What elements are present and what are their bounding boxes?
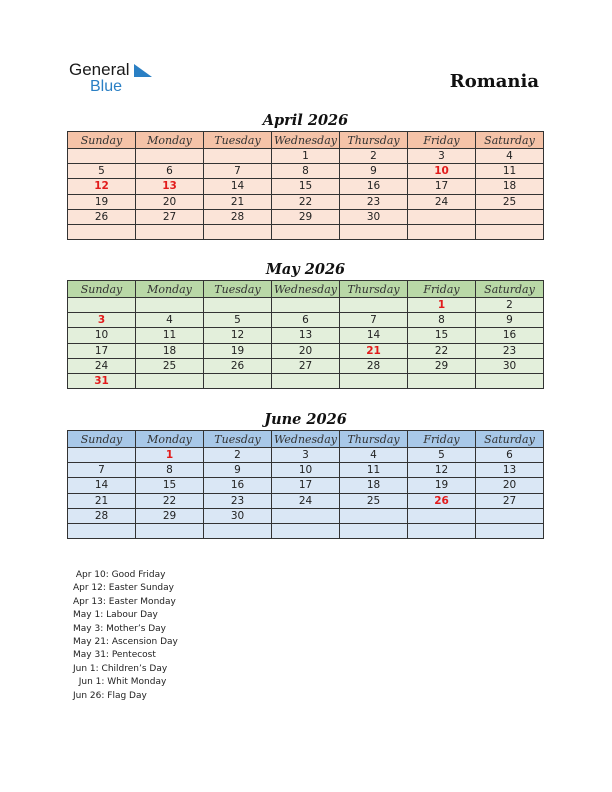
day-cell: 11 bbox=[340, 463, 408, 478]
day-cell: 9 bbox=[204, 463, 272, 478]
day-cell: 30 bbox=[204, 508, 272, 523]
day-cell: 24 bbox=[272, 493, 340, 508]
day-cell bbox=[136, 298, 204, 313]
day-cell: 8 bbox=[272, 164, 340, 179]
weekday-header: Friday bbox=[408, 132, 476, 149]
weekday-header: Saturday bbox=[476, 132, 544, 149]
day-cell: 27 bbox=[272, 358, 340, 373]
month-title: May 2026 bbox=[265, 261, 346, 278]
week-row bbox=[68, 179, 544, 194]
day-cell: 1 bbox=[136, 448, 204, 463]
day-cell bbox=[68, 149, 136, 164]
day-cell: 13 bbox=[476, 463, 544, 478]
day-cell bbox=[408, 523, 476, 538]
weekday-header: Sunday bbox=[68, 132, 136, 149]
day-cell: 28 bbox=[340, 358, 408, 373]
day-cell bbox=[476, 508, 544, 523]
day-cell: 20 bbox=[476, 478, 544, 493]
weekday-header: Sunday bbox=[68, 281, 136, 298]
day-cell: 21 bbox=[340, 343, 408, 358]
day-cell: 1 bbox=[408, 298, 476, 313]
week-row bbox=[68, 343, 544, 358]
day-cell bbox=[68, 224, 136, 239]
day-cell bbox=[204, 373, 272, 388]
day-cell: 22 bbox=[136, 493, 204, 508]
holiday-item: Jun 1: Whit Monday bbox=[73, 677, 167, 688]
day-cell: 28 bbox=[68, 508, 136, 523]
day-cell: 24 bbox=[408, 194, 476, 209]
weekday-header: Friday bbox=[408, 431, 476, 448]
day-cell: 22 bbox=[408, 343, 476, 358]
day-cell: 16 bbox=[204, 478, 272, 493]
day-cell bbox=[136, 523, 204, 538]
day-cell bbox=[272, 373, 340, 388]
day-cell: 4 bbox=[476, 149, 544, 164]
holiday-item: Jun 1: Children’s Day bbox=[73, 663, 168, 674]
day-cell: 30 bbox=[476, 358, 544, 373]
day-cell: 25 bbox=[136, 358, 204, 373]
day-cell: 10 bbox=[68, 328, 136, 343]
day-cell: 22 bbox=[272, 194, 340, 209]
holiday-item: May 31: Pentecost bbox=[73, 650, 156, 661]
day-cell: 18 bbox=[476, 179, 544, 194]
day-cell bbox=[136, 149, 204, 164]
day-cell: 6 bbox=[272, 313, 340, 328]
week-row bbox=[68, 298, 544, 313]
holiday-item: May 1: Labour Day bbox=[73, 610, 158, 621]
day-cell: 5 bbox=[408, 448, 476, 463]
day-cell: 27 bbox=[476, 493, 544, 508]
weekday-header: Saturday bbox=[476, 281, 544, 298]
day-cell: 9 bbox=[476, 313, 544, 328]
day-cell: 19 bbox=[408, 478, 476, 493]
day-cell: 4 bbox=[340, 448, 408, 463]
day-cell bbox=[68, 523, 136, 538]
day-cell bbox=[408, 209, 476, 224]
week-row bbox=[68, 493, 544, 508]
day-cell: 17 bbox=[272, 478, 340, 493]
holiday-item: May 21: Ascension Day bbox=[73, 636, 178, 647]
day-cell: 18 bbox=[340, 478, 408, 493]
day-cell bbox=[476, 373, 544, 388]
day-cell: 29 bbox=[136, 508, 204, 523]
day-cell: 30 bbox=[340, 209, 408, 224]
logo-word-blue: Blue bbox=[90, 78, 123, 95]
day-cell bbox=[204, 523, 272, 538]
month-april bbox=[67, 111, 544, 240]
holiday-item: Apr 10: Good Friday bbox=[73, 570, 166, 580]
week-row bbox=[68, 224, 544, 239]
weekday-header: Thursday bbox=[340, 281, 408, 298]
day-cell: 5 bbox=[68, 164, 136, 179]
day-cell bbox=[408, 224, 476, 239]
day-cell bbox=[272, 508, 340, 523]
holiday-item: Apr 12: Easter Sunday bbox=[73, 583, 174, 594]
day-cell: 23 bbox=[340, 194, 408, 209]
week-row bbox=[68, 373, 544, 388]
day-cell: 3 bbox=[68, 313, 136, 328]
day-cell: 15 bbox=[408, 328, 476, 343]
day-cell: 11 bbox=[476, 164, 544, 179]
day-cell: 12 bbox=[68, 179, 136, 194]
holiday-list bbox=[73, 569, 178, 703]
week-row bbox=[68, 463, 544, 478]
calendar-grid bbox=[67, 430, 544, 539]
day-cell: 7 bbox=[340, 313, 408, 328]
day-cell: 16 bbox=[340, 179, 408, 194]
day-cell: 28 bbox=[204, 209, 272, 224]
week-row bbox=[68, 328, 544, 343]
day-cell: 23 bbox=[476, 343, 544, 358]
day-cell: 20 bbox=[136, 194, 204, 209]
weekday-header: Saturday bbox=[476, 431, 544, 448]
day-cell: 15 bbox=[136, 478, 204, 493]
month-june bbox=[67, 410, 544, 539]
day-cell: 29 bbox=[408, 358, 476, 373]
day-cell: 6 bbox=[476, 448, 544, 463]
country-title: Romania bbox=[449, 71, 539, 92]
day-cell: 7 bbox=[204, 164, 272, 179]
weekday-header: Wednesday bbox=[272, 431, 340, 448]
day-cell bbox=[476, 523, 544, 538]
week-row bbox=[68, 508, 544, 523]
week-row bbox=[68, 164, 544, 179]
day-cell: 2 bbox=[476, 298, 544, 313]
day-cell: 19 bbox=[204, 343, 272, 358]
calendar-grid bbox=[67, 131, 544, 240]
week-row bbox=[68, 358, 544, 373]
logo-word-general: General bbox=[69, 60, 130, 79]
week-row bbox=[68, 149, 544, 164]
day-cell bbox=[340, 508, 408, 523]
day-cell bbox=[340, 224, 408, 239]
day-cell: 18 bbox=[136, 343, 204, 358]
day-cell bbox=[272, 224, 340, 239]
weekday-header: Wednesday bbox=[272, 281, 340, 298]
day-cell: 23 bbox=[204, 493, 272, 508]
day-cell bbox=[408, 508, 476, 523]
day-cell: 25 bbox=[476, 194, 544, 209]
day-cell: 25 bbox=[340, 493, 408, 508]
weekday-header: Monday bbox=[136, 431, 204, 448]
day-cell: 21 bbox=[204, 194, 272, 209]
day-cell bbox=[476, 224, 544, 239]
day-cell bbox=[408, 373, 476, 388]
day-cell: 16 bbox=[476, 328, 544, 343]
day-cell: 11 bbox=[136, 328, 204, 343]
blue-triangle-flag-icon bbox=[134, 64, 154, 78]
weekday-header: Tuesday bbox=[204, 431, 272, 448]
month-title: April 2026 bbox=[262, 112, 349, 129]
day-cell: 21 bbox=[68, 493, 136, 508]
weekday-header: Thursday bbox=[340, 431, 408, 448]
day-cell: 14 bbox=[204, 179, 272, 194]
day-cell: 10 bbox=[272, 463, 340, 478]
day-cell: 12 bbox=[204, 328, 272, 343]
day-cell: 26 bbox=[68, 209, 136, 224]
weekday-header: Thursday bbox=[340, 132, 408, 149]
weekday-header: Sunday bbox=[68, 431, 136, 448]
day-cell: 4 bbox=[136, 313, 204, 328]
day-cell: 2 bbox=[204, 448, 272, 463]
day-cell bbox=[272, 298, 340, 313]
day-cell: 14 bbox=[68, 478, 136, 493]
day-cell: 2 bbox=[340, 149, 408, 164]
day-cell: 10 bbox=[408, 164, 476, 179]
weekday-header: Monday bbox=[136, 132, 204, 149]
weekday-header: Monday bbox=[136, 281, 204, 298]
day-cell: 17 bbox=[68, 343, 136, 358]
day-cell bbox=[340, 523, 408, 538]
holiday-item: May 3: Mother’s Day bbox=[73, 623, 167, 634]
day-cell: 12 bbox=[408, 463, 476, 478]
day-cell: 3 bbox=[272, 448, 340, 463]
calendar-grid bbox=[67, 280, 544, 389]
day-cell bbox=[204, 149, 272, 164]
day-cell: 3 bbox=[408, 149, 476, 164]
week-row bbox=[68, 313, 544, 328]
day-cell bbox=[68, 298, 136, 313]
weekday-header: Tuesday bbox=[204, 281, 272, 298]
week-row bbox=[68, 478, 544, 493]
day-cell: 26 bbox=[408, 493, 476, 508]
week-row bbox=[68, 523, 544, 538]
logo bbox=[69, 61, 159, 95]
day-cell: 5 bbox=[204, 313, 272, 328]
holiday-item: Jun 26: Flag Day bbox=[73, 690, 147, 701]
month-may bbox=[67, 260, 544, 389]
day-cell: 27 bbox=[136, 209, 204, 224]
day-cell bbox=[136, 224, 204, 239]
holiday-item: Apr 13: Easter Monday bbox=[73, 596, 176, 607]
day-cell: 6 bbox=[136, 164, 204, 179]
day-cell: 7 bbox=[68, 463, 136, 478]
weekday-header: Tuesday bbox=[204, 132, 272, 149]
day-cell bbox=[476, 209, 544, 224]
day-cell: 31 bbox=[68, 373, 136, 388]
day-cell bbox=[136, 373, 204, 388]
day-cell: 1 bbox=[272, 149, 340, 164]
day-cell: 9 bbox=[340, 164, 408, 179]
day-cell: 15 bbox=[272, 179, 340, 194]
weekday-header: Friday bbox=[408, 281, 476, 298]
day-cell: 19 bbox=[68, 194, 136, 209]
day-cell bbox=[204, 224, 272, 239]
day-cell: 8 bbox=[136, 463, 204, 478]
week-row bbox=[68, 194, 544, 209]
day-cell: 14 bbox=[340, 328, 408, 343]
day-cell: 17 bbox=[408, 179, 476, 194]
day-cell bbox=[340, 373, 408, 388]
day-cell: 8 bbox=[408, 313, 476, 328]
day-cell: 13 bbox=[272, 328, 340, 343]
day-cell: 20 bbox=[272, 343, 340, 358]
week-row bbox=[68, 448, 544, 463]
weekday-header: Wednesday bbox=[272, 132, 340, 149]
day-cell bbox=[272, 523, 340, 538]
day-cell: 13 bbox=[136, 179, 204, 194]
day-cell bbox=[68, 448, 136, 463]
day-cell bbox=[204, 298, 272, 313]
day-cell: 26 bbox=[204, 358, 272, 373]
day-cell bbox=[340, 298, 408, 313]
month-title: June 2026 bbox=[264, 411, 347, 428]
day-cell: 24 bbox=[68, 358, 136, 373]
day-cell: 29 bbox=[272, 209, 340, 224]
week-row bbox=[68, 209, 544, 224]
